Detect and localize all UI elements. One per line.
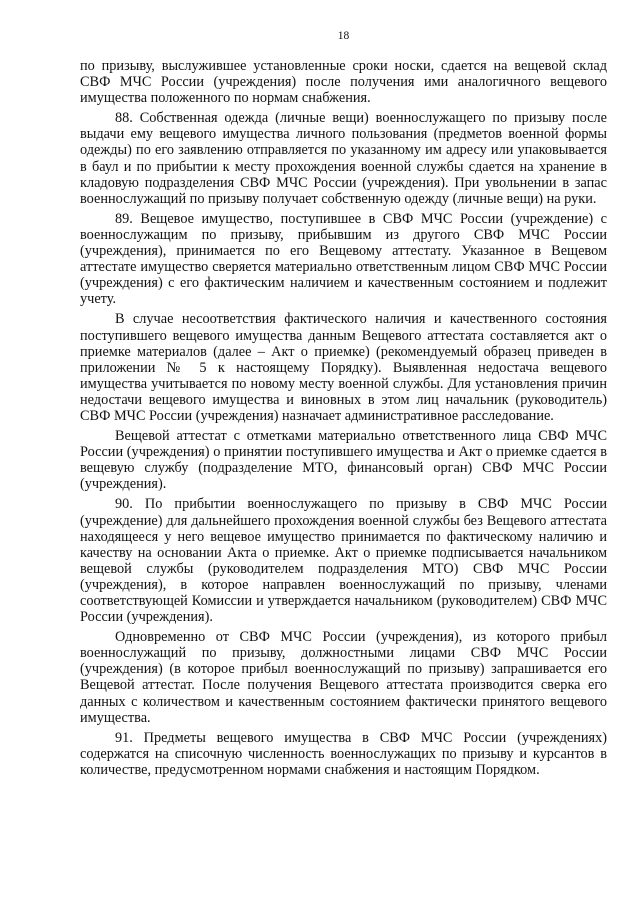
- paragraph-89: 89. Вещевое имущество, поступившее в СВФ МЧС России (учреждение) с военнослужащим по призыву, прибывшим из другого СВФ МЧС России (учреждения), принимается по его Вещевому аттестату. Указанное в Вещевом аттестате имущество сверяется материально ответственным лицом СВФ МЧС России (учреждения) с его фактическим наличием и качественным состоянием и подлежит учету.: [80, 210, 607, 308]
- paragraph-continuation: по призыву, выслужившее установленные сроки носки, сдается на вещевой склад СВФ МЧС России (учреждения) после получения ими аналогичного вещевого имущества положенного по нормам снабжения.: [80, 58, 607, 107]
- paragraph-89-shortage: В случае несоответствия фактического наличия и качественного состояния поступившего вещевого имущества данным Вещевого аттестата составляется акт о приемке материалов (далее – Акт о приемке) (рекомендуемый образец приведен в приложении № 5 к настоящему Порядку). Выявленная недостача вещевого имущества учитывается по новому месту военной службы. Для установления причин недостачи вещевого имущества и виновных в этом лиц начальник (руководитель) СВФ МЧС России (учреждения) назначает административное расследование.: [80, 311, 607, 424]
- page-number: 18: [337, 30, 350, 42]
- paragraph-89-attestat: Вещевой аттестат с отметками материально ответственного лица СВФ МЧС России (учреждения) о принятии поступившего имущества и Акт о приемке сдается в вещевую службу (подразделение МТО, финансовый орган) СВФ МЧС России (учреждения).: [80, 428, 607, 493]
- paragraph-90: 90. По прибытии военнослужащего по призыву в СВФ МЧС России (учреждение) для дальнейшего прохождения военной службы без Вещевого аттестата находящееся у него вещевое имущество принимается по фактическому наличию и качеству на основании Акта о приемке. Акт о приемке подписывается начальником вещевой службы (руководителем подразделения МТО) СВФ МЧС России (учреждения), в которое направлен военнослужащий по призыву, членами соответствующей Комиссии и утверждается начальником (руководителем) СВФ МЧС России (учреждения).: [80, 496, 607, 626]
- paragraph-88: 88. Собственная одежда (личные вещи) военнослужащего по призыву после выдачи ему вещевого имущества личного пользования (предметов военной формы одежды) по его заявлению отправляется по указанному им адресу или упаковывается в баул и по прибытии к месту прохождения военной службы сдается на хранение в кладовую подразделения СВФ МЧС России (учреждения). При увольнении в запас военнослужащий по призыву получает собственную одежду (личные вещи) на руки.: [80, 110, 607, 207]
- paragraph-90-request: Одновременно от СВФ МЧС России (учреждения), из которого прибыл военнослужащий по призыву, должностными лицами СВФ МЧС России (учреждения) (в которое прибыл военнослужащий по призыву) запрашивается его Вещевой аттестат. После получения Вещевого аттестата производится сверка его данных с количеством и качественным состоянием фактически принятого вещевого имущества.: [80, 629, 607, 726]
- paragraph-91: 91. Предметы вещевого имущества в СВФ МЧС России (учреждениях) содержатся на списочную численность военнослужащих по призыву и курсантов в количестве, предусмотренном нормами снабжения и настоящим Порядком.: [80, 729, 607, 778]
